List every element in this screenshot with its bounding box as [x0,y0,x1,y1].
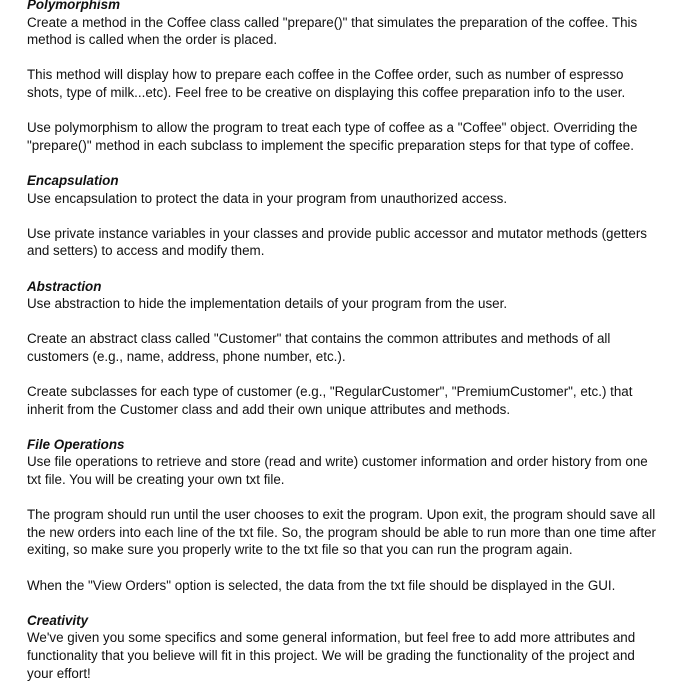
section-heading-polymorphism: Polymorphism [27,0,121,12]
paragraph: Use encapsulation to protect the data in your program from unauthorized access. [27,190,508,206]
paragraph: Use abstraction to hide the implementation details of your program from the user. [27,296,508,312]
section-heading-encapsulation: Encapsulation [27,172,119,188]
paragraph: Create an abstract class called "Customer" that contains the common attributes and methods of all customers (e.g., name, address, phone number, etc.). [27,331,611,364]
paragraph: This method will display how to prepare each coffee in the Coffee order, such as number of espresso shots, type of milk...etc). Feel free to be creative on displaying this coffee preparation info to the user. [27,67,626,100]
paragraph: Use file operations to retrieve and store (read and write) customer information and order history from one txt file. You will be creating your own txt file. [27,454,648,488]
paragraph: Create a method in the Coffee class called "prepare()" that simulates the preparation of the coffee. This method is called when the order is placed. [27,14,638,48]
section-heading-creativity: Creativity [27,612,89,628]
section-heading-file-operations: File Operations [27,436,125,452]
section-heading-abstraction: Abstraction [27,278,102,294]
paragraph: The program should run until the user chooses to exit the program. Upon exit, the program should save all the new orders into each line of the txt file. So, the program should be able to run more than one time after exiting, so make sure you properly write to the txt file so that you can run the program again. [27,507,656,558]
paragraph: Use private instance variables in your classes and provide public accessor and mutator methods (getters and setters) to access and modify them. [27,225,647,259]
paragraph: When the "View Orders" option is selected, the data from the txt file should be displayed in the GUI. [27,577,616,593]
paragraph: We've given you some specifics and some general information, but feel free to add more attributes and functionality that you believe will fit in this project. We will be grading the functionality of the project and your effort! [27,630,636,681]
paragraph: Use polymorphism to allow the program to treat each type of coffee as a "Coffee" object. Overriding the "prepare()" method in each subclass to implement the specific preparation steps for that type of coffee. [27,120,638,153]
paragraph: Create subclasses for each type of customer (e.g., "RegularCustomer", "PremiumCustomer", etc.) that inherit from the Customer class and add their own unique attributes and methods. [27,384,633,417]
